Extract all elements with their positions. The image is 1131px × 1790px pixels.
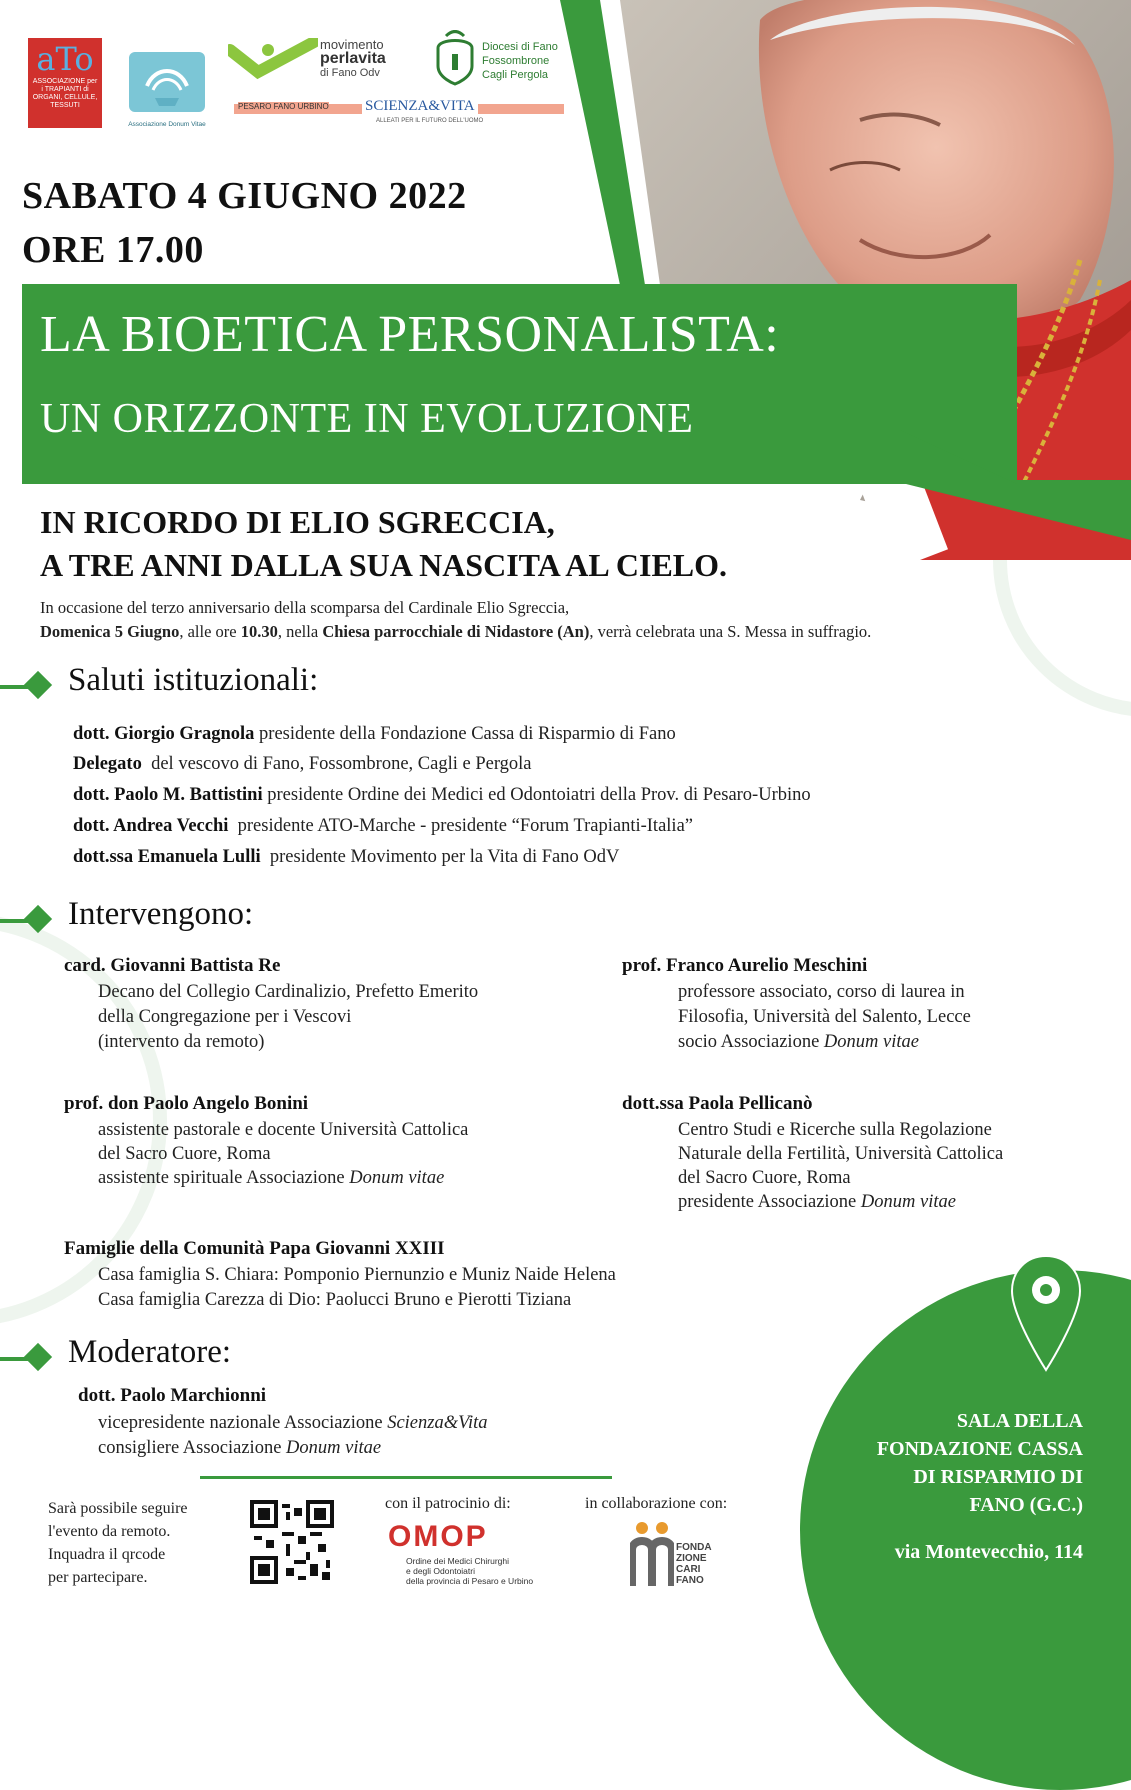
movimento-line1: movimento: [320, 37, 384, 52]
speaker-detail: Filosofia, Università del Salento, Lecce: [678, 1007, 971, 1027]
speaker-detail: del Sacro Cuore, Roma: [98, 1144, 271, 1164]
remote-note-line: per partecipare.: [48, 1569, 148, 1586]
diamond-bullet-icon: [24, 905, 52, 933]
speaker-detail: professore associato, corso di laurea in: [678, 982, 965, 1002]
collaborazione-label: in collaborazione con:: [585, 1495, 728, 1512]
diocesi-line2: Fossombrone: [482, 55, 550, 67]
speaker-detail-text: assistente spirituale Associazione: [98, 1168, 350, 1188]
speaker-detail-text: presidente Associazione: [678, 1192, 861, 1212]
speaker-detail: della Congregazione per i Vescovi: [98, 1007, 352, 1027]
venue-line: SALA DELLA: [956, 1410, 1083, 1432]
saluti-name: dott. Andrea Vecchi: [73, 816, 229, 836]
fondazione-logo-line: FANO: [676, 1575, 704, 1586]
patrocinio-label: con il patrocinio di:: [385, 1495, 511, 1512]
movimento-per-la-vita-logo: [228, 38, 408, 90]
saluti-row: [73, 724, 676, 745]
saluti-role: presidente della Fondazione Cassa di Risparmio di Fano: [259, 724, 676, 744]
saluti-row: [73, 754, 532, 775]
moderator-detail-italic: Donum vitae: [286, 1438, 382, 1458]
scienza-name: SCIENZA&VITA: [362, 98, 478, 115]
venue-line: DI RISPARMIO DI: [913, 1466, 1083, 1488]
saluti-row: [73, 847, 619, 868]
title-line-2: UN ORIZZONTE IN EVOLUZIONE: [40, 396, 694, 442]
title-line-1: LA BIOETICA PERSONALISTA:: [40, 306, 780, 363]
saluti-role: presidente Ordine dei Medici ed Odontoiatri della Prov. di Pesaro-Urbino: [267, 785, 811, 805]
saluti-heading: Saluti istituzionali:: [68, 662, 319, 698]
moderatore-heading: Moderatore:: [68, 1334, 232, 1370]
diamond-bullet-icon: [24, 671, 52, 699]
qr-code-icon[interactable]: [250, 1500, 334, 1584]
speaker-detail: Decano del Collegio Cardinalizio, Prefetto Emerito: [98, 982, 479, 1002]
location-pin-icon: [1010, 1254, 1082, 1374]
ato-logo-sub: ASSOCIAZIONE per i TRAPIANTI di ORGANI, CELLULE, TESSUTI: [32, 78, 98, 109]
speaker-detail-italic: Donum vitae: [860, 1192, 956, 1212]
speaker-name: card. Giovanni Battista Re: [64, 955, 281, 976]
speaker-detail: Naturale della Fertilità, Università Cattolica: [678, 1144, 1004, 1164]
scienza-tagline: ALLEATI PER IL FUTURO DELL'UOMO: [376, 118, 484, 124]
speaker-detail: del Sacro Cuore, Roma: [678, 1168, 851, 1188]
speaker-detail: Casa famiglia S. Chiara: Pomponio Piernunzio e Muniz Naide Helena: [98, 1265, 616, 1285]
intro-hour: 10.30: [240, 622, 278, 641]
speaker-detail: Centro Studi e Ricerche sulla Regolazione: [678, 1120, 992, 1140]
intro-text-1: , alle ore: [179, 622, 241, 641]
moderator-detail-italic: Scienza&Vita: [387, 1413, 488, 1433]
moderator-detail-text: vicepresidente nazionale Associazione: [98, 1413, 388, 1433]
moderatore-section-heading: [0, 1334, 400, 1378]
scienza-prefix: PESARO FANO URBINO: [238, 102, 329, 111]
fondazione-carifano-logo: [630, 1520, 720, 1590]
remote-note-line: l'evento da remoto.: [48, 1523, 171, 1540]
moderator-detail: [98, 1438, 381, 1459]
intro-date: Domenica 5 Giugno: [40, 622, 180, 641]
speaker-name: dott.ssa Paola Pellicanò: [622, 1093, 813, 1114]
memory-line-2: A TRE ANNI DALLA SUA NASCITA AL CIELO.: [40, 547, 728, 583]
omop-caption: della provincia di Pesaro e Urbino: [406, 1576, 534, 1586]
movimento-line2: perlavita: [320, 50, 386, 67]
saluti-name: dott.ssa Emanuela Lulli: [73, 847, 261, 867]
omop-caption: e degli Odontoiatri: [406, 1566, 475, 1576]
intro-line-2: [40, 622, 871, 642]
saluti-role: del vescovo di Fano, Fossombrone, Cagli e Pergola: [151, 754, 532, 774]
intro-text-3: , verrà celebrata una S. Messa in suffragio.: [589, 622, 872, 641]
diamond-bullet-icon: [24, 1343, 52, 1371]
ato-logo: [28, 38, 102, 128]
saluti-role: presidente ATO-Marche - presidente “Forum Trapianti-Italia”: [237, 816, 693, 836]
saluti-name: dott. Giorgio Gragnola: [73, 724, 255, 744]
intervengono-heading: Intervengono:: [68, 896, 254, 932]
intro-text-2: , nella: [277, 622, 323, 641]
saluti-name: Delegato: [73, 754, 142, 774]
speaker-detail-italic: Donum vitae: [823, 1032, 919, 1052]
memory-line-1: IN RICORDO DI ELIO SGRECCIA,: [40, 504, 555, 540]
speaker-detail: (intervento da remoto): [98, 1032, 265, 1052]
movimento-line3: di Fano Odv: [320, 67, 380, 79]
fondazione-logo-line: ZIONE: [676, 1553, 707, 1564]
donum-vitae-icon: [125, 46, 209, 116]
donum-vitae-logo: [125, 46, 209, 130]
event-date: SABATO 4 GIUGNO 2022: [22, 175, 467, 217]
speaker-detail-text: socio Associazione: [678, 1032, 824, 1052]
ato-logo-text: aTo: [36, 40, 94, 78]
fondazione-logo-line: FONDA: [676, 1542, 712, 1553]
scienza-e-vita-logo: [234, 98, 564, 130]
saluti-row: [73, 816, 693, 837]
title-banner-tail: [900, 430, 1030, 490]
donum-vitae-caption: Associazione Donum Vitae: [128, 121, 206, 128]
photo-bottom-edge: [860, 480, 1131, 560]
intro-line-1: In occasione del terzo anniversario della scomparsa del Cardinale Elio Sgreccia,: [40, 598, 570, 617]
remote-note-line: Sarà possibile seguire: [48, 1500, 188, 1517]
speaker-name: prof. Franco Aurelio Meschini: [622, 955, 868, 976]
diocesi-line3: Cagli Pergola: [482, 69, 549, 81]
intro-church: Chiesa parrocchiale di Nidastore (An): [322, 622, 590, 641]
moderator-detail: [98, 1413, 488, 1434]
saluti-role: presidente Movimento per la Vita di Fano OdV: [269, 847, 620, 867]
fondazione-figures-icon: [630, 1520, 674, 1586]
footer-divider: [200, 1476, 612, 1479]
moderator-detail-text: consigliere Associazione: [98, 1438, 287, 1458]
speaker-detail: [98, 1168, 444, 1189]
speaker-name: prof. don Paolo Angelo Bonini: [64, 1093, 309, 1114]
omop-logo: [388, 1520, 548, 1556]
intervengono-section-heading: [0, 896, 400, 940]
speaker-detail: Casa famiglia Carezza di Dio: Paolucci Bruno e Pierotti Tiziana: [98, 1290, 572, 1310]
movimento-check-icon: [228, 38, 318, 84]
remote-note-line: Inquadra il qrcode: [48, 1546, 166, 1563]
speaker-detail: [678, 1192, 956, 1213]
diocesi-crest-icon: [432, 30, 478, 86]
omop-logo-text: OMOP: [388, 1520, 488, 1553]
diocesi-line1: Diocesi di Fano: [482, 41, 558, 53]
speaker-name: Famiglie della Comunità Papa Giovanni XXIII: [64, 1238, 445, 1259]
speaker-detail-italic: Donum vitae: [349, 1168, 445, 1188]
speaker-detail: assistente pastorale e docente Università Cattolica: [98, 1120, 469, 1140]
moderator-name: dott. Paolo Marchionni: [78, 1385, 267, 1406]
fondazione-logo-line: CARI: [676, 1564, 701, 1575]
omop-caption: Ordine dei Medici Chirurghi: [406, 1556, 509, 1566]
saluti-row: [73, 785, 811, 806]
venue-line: FANO (G.C.): [969, 1494, 1083, 1516]
diocesi-logo: [432, 30, 562, 90]
venue-line: FONDAZIONE CASSA: [876, 1438, 1083, 1460]
venue-address: via Montevecchio, 114: [894, 1541, 1083, 1563]
saluti-name: dott. Paolo M. Battistini: [73, 785, 263, 805]
speaker-detail: [678, 1032, 919, 1053]
event-time: ORE 17.00: [22, 229, 204, 271]
saluti-section-heading: [0, 662, 400, 706]
